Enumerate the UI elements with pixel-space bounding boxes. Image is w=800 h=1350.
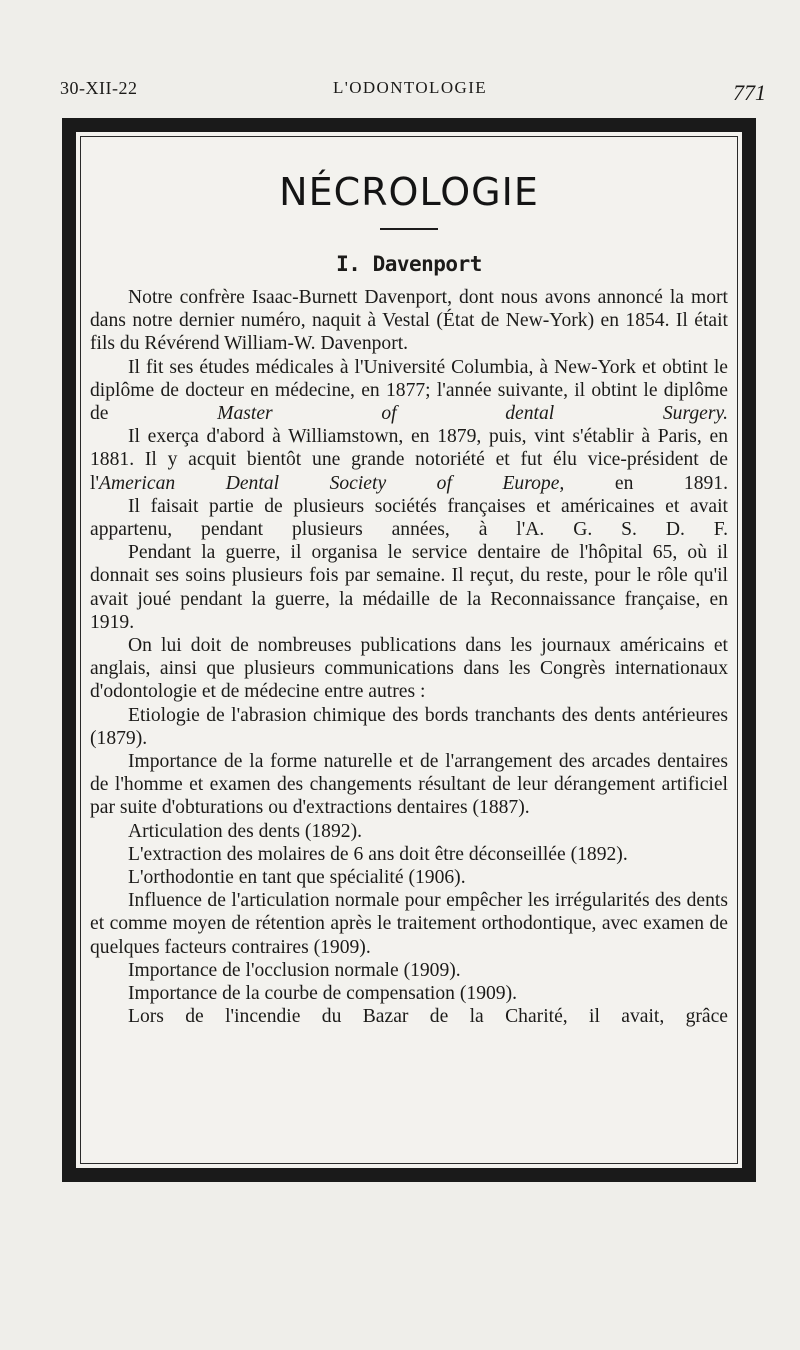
paragraph-bazar: Lors de l'incendie du Bazar de la Charité, il avait, grâce bbox=[128, 1006, 728, 1028]
article-subtitle: I. Davenport bbox=[336, 252, 482, 276]
degree-title: Master of dental Surgery. bbox=[217, 403, 729, 425]
paragraph-war: Pendant la guerre, il organisa le service dentaire de l'hôpital 65, où il donnait ses soins plusieurs fois par semaine. Il reçut, du reste, pour le rôle qu'il avait joué pendant la guerre, la médaille de la Reconnaissance française, en 1919. bbox=[90, 542, 728, 633]
page-number: 771 bbox=[733, 80, 766, 105]
paragraph-studies-text: Il fit ses études médicales à l'Université Columbia, à New-York et obtint le diplôme de docteur en médecine, en 1877; l'année suivante, il obtint le diplôme de bbox=[90, 356, 728, 425]
paragraph-publications: On lui doit de nombreuses publications dans les journaux américains et anglais, ainsi que plusieurs communications dans les Congrès internationaux d'odontologie et de médecine entre autres : bbox=[90, 635, 728, 703]
issue-date: 30-XII-22 bbox=[60, 78, 138, 98]
paragraph-career-year: en 1891. bbox=[614, 472, 728, 494]
paragraph-career bbox=[90, 425, 728, 495]
paragraph-birth: Notre confrère Isaac-Burnett Davenport, dont nous avons annoncé la mort dans notre dernier numéro, naquit à Vestal (État de New-York) en 1854. Il était fils du Révérend William-W. Davenport. bbox=[90, 287, 728, 355]
paragraph-studies bbox=[90, 356, 728, 426]
publication-item: Importance de la courbe de compensation (1909). bbox=[128, 983, 518, 1005]
article-title: NÉCROLOGIE bbox=[279, 170, 539, 214]
society-name: American Dental Society of Europe, bbox=[98, 472, 565, 494]
publication-item: Importance de la forme naturelle et de l'arrangement des arcades dentaires de l'homme et examen des changements résultant de leur dérangement artificiel par suite d'obturations ou d'extractions dentaires (1887). bbox=[90, 751, 728, 819]
running-head bbox=[60, 78, 766, 108]
paragraph-societies: Il faisait partie de plusieurs sociétés françaises et américaines et avait appartenu, pendant plusieurs années, à l'A. G. S. D. F. bbox=[90, 495, 728, 541]
publication-item: Etiologie de l'abrasion chimique des bords tranchants des dents antérieures (1879). bbox=[90, 704, 728, 749]
publication-item: Importance de l'occlusion normale (1909). bbox=[128, 959, 461, 981]
article-body bbox=[90, 286, 728, 1029]
paragraph-career-text: Il exerça d'abord à Williamstown, en 1879, puis, vint s'établir à Paris, en 1881. Il y acquit bientôt une grande notoriété et fut élu vice-président de l' bbox=[90, 426, 728, 494]
publication-item: L'extraction des molaires de 6 ans doit être déconseillée (1892). bbox=[128, 843, 628, 865]
publication-item: Articulation des dents (1892). bbox=[128, 820, 362, 842]
publication-item: L'orthodontie en tant que spécialité (1906). bbox=[128, 867, 466, 889]
publication-item: Influence de l'articulation normale pour empêcher les irrégularités des dents et comme moyen de rétention après le traitement orthodontique, avec examen de quelques facteurs contraires (1909). bbox=[90, 890, 728, 958]
journal-title: L'ODONTOLOGIE bbox=[332, 78, 488, 97]
mourning-border-frame bbox=[62, 118, 756, 1182]
title-divider bbox=[380, 228, 438, 230]
